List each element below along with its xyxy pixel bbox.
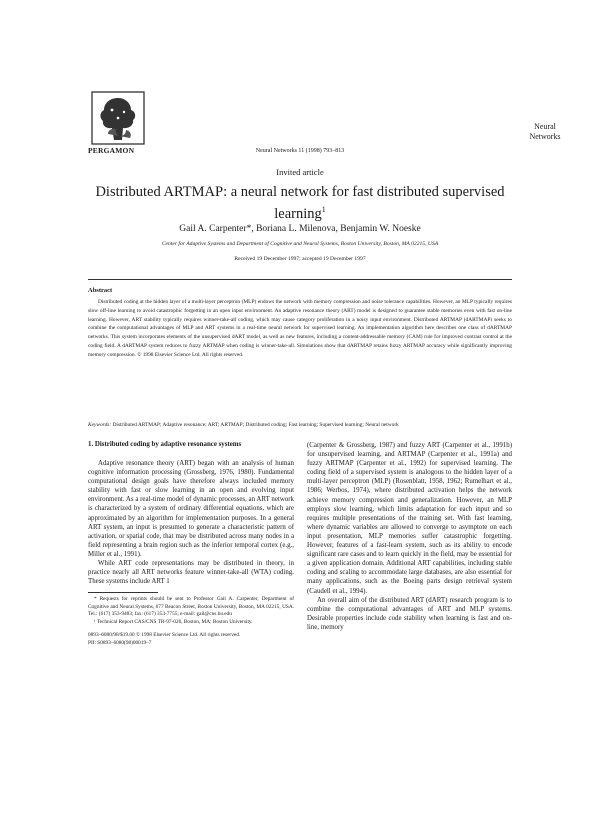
paragraph: Adaptive resonance theory (ART) began with an analysis of human cognitive information processing (Grossberg, 1976, 1980). Fundamental computational design goals have therefore always included memory stability with fast or slow learning in an open and evolving input environment. As a real-time model of dynamic processes, an ART network is characterized by a system of ordinary differential equations, which are approximated by an algorithm for implementation purposes. In a general ART system, an input is presumed to generate a characteristic pattern of activation, or spatial code, that may be distributed across many nodes in a field representing a brain region such as the inferior temporal cortex (e.g., Miller et al., 1991).: [88, 460, 294, 558]
copyright-line: [88, 632, 298, 647]
footnote-star: * Requests for reprints should be sent to Professor Gail A. Carpenter, Department of Cognitive and Neural Systems, 677 Beacon Street, Boston University, Boston, MA 02215, USA. Tel.: (617) 353-9483; fax: (617) 353-7755; e-mail: gail@cns.bu.edu: [88, 596, 294, 618]
footnotes: [88, 596, 294, 626]
article-title-text: Distributed ARTMAP: a neural network for fast distributed supervised learning: [95, 184, 505, 222]
right-column: [307, 441, 512, 632]
article-type: Invited article: [276, 167, 324, 177]
journal-citation: Neural Networks 11 (1998) 793–813: [255, 148, 345, 154]
affiliation: Center for Adaptive Systems and Department of Cognitive and Neural Systems, Boston University, Boston, MA 02215, USA: [161, 241, 439, 247]
paragraph: An overall aim of the distributed ART (dART) research program is to combine the computational advantages of ART and MLP systems. Desirable properties include code stability when learning is fast and on-line, memory: [307, 596, 512, 631]
journal-name-line1: Neural: [534, 122, 556, 131]
footnote-divider: [88, 592, 158, 593]
pii: PII: S0893–6080(98)00019–7: [88, 639, 152, 646]
issn-copyright: 0893–6080/98/$19.00 © 1998 Elsevier Science Ltd. All rights reserved.: [88, 632, 241, 638]
paragraph: While ART code representations may be distributed in theory, in practice nearly all ART networks feature winner-take-all (WTA) coding. These systems include ART 1: [88, 560, 294, 586]
divider-top: [88, 279, 512, 280]
keywords-label: Keywords:: [88, 422, 112, 428]
keywords-text: Distributed ARTMAP; Adaptive resonance; ART; ARTMAP; Distributed coding; Fast learning; Supervised learning; Neural network: [112, 422, 399, 428]
left-column: [88, 459, 294, 586]
received-dates: Received 19 December 1997; accepted 19 December 1997: [234, 256, 366, 262]
journal-name: [515, 122, 575, 142]
abstract-text: Distributed coding at the hidden layer of a multi-layer perceptron (MLP) endows the network with memory compression and noise tolerance capabilities. However, an MLP typically requires slow off-line learning to avoid catastrophic forgetting in an open input environment. An adaptive resonance theory (ART) model is designed to guarantee stable memories even with fast on-line learning. However, ART stability typically requires winner-take-all coding, which may cause category proliferation in a noisy input environment. Distributed ARTMAP (dARTMAP) seeks to combine the computational advantages of MLP and ART systems in a real-time neural network for supervised learning. An implementation algorithm here describes one class of dARTMAP networks. This system incorporates elements of the unsupervised dART model, as well as new features, including a content-addressable memory (CAM) rule for improved contrast control at the coding field. A dARTMAP system reduces to fuzzy ARTMAP when coding is winner-take-all. Simulations show that dARTMAP retains fuzzy ARTMAP accuracy while significantly improving memory compression. © 1998 Elsevier Science Ltd. All rights reserved.: [88, 299, 512, 358]
journal-name-line2: Networks: [529, 132, 561, 141]
section-heading: 1. Distributed coding by adaptive resonance systems: [88, 441, 242, 448]
author-list: Gail A. Carpenter*, Boriana L. Milenova, Benjamin W. Noeske: [179, 224, 421, 234]
abstract-heading: Abstract: [88, 287, 113, 294]
paragraph: (Carpenter & Grossberg, 1987) and fuzzy ART (Carpenter et al., 1991b) for unsupervised learning, and ARTMAP (Carpenter et al., 1991a) and fuzzy ARTMAP (Carpenter et al., 1992) for supervised learning. The coding field of a supervised system is analogous to the hidden layer of a multi-layer perceptron (MLP) (Rosenblatt, 1958, 1962; Rumelhart et al., 1986; Werbos, 1974), where distributed activation helps the network achieve memory compression and generalization. However, an MLP employs slow learning, which limits adaptation for each input and so requires multiple presentations of the training set. With fast learning, where dynamic variables are allowed to converge to asymptote on each input presentation, MLP memories suffer catastrophic forgetting. However, features of a fast-learn system, such as its ability to encode significant rare cases and to learn quickly in the field, may be essential for a given application domain. Additional ART capabilities, including stable coding and scaling to accommodate large databases, are also essential for many applications, such as the Boeing parts design retrieval system (Caudell et al., 1994).: [307, 442, 512, 595]
publisher-name: PERGAMON: [88, 146, 135, 155]
article-title: [90, 183, 510, 223]
tree-elephant-logo-icon: [88, 88, 148, 148]
title-footnote-marker: 1: [321, 205, 326, 214]
footnote-one: ¹ Technical Report CAS/CNS TR-97-026, Boston, MA: Boston University.: [94, 618, 253, 625]
keywords: [88, 421, 512, 430]
